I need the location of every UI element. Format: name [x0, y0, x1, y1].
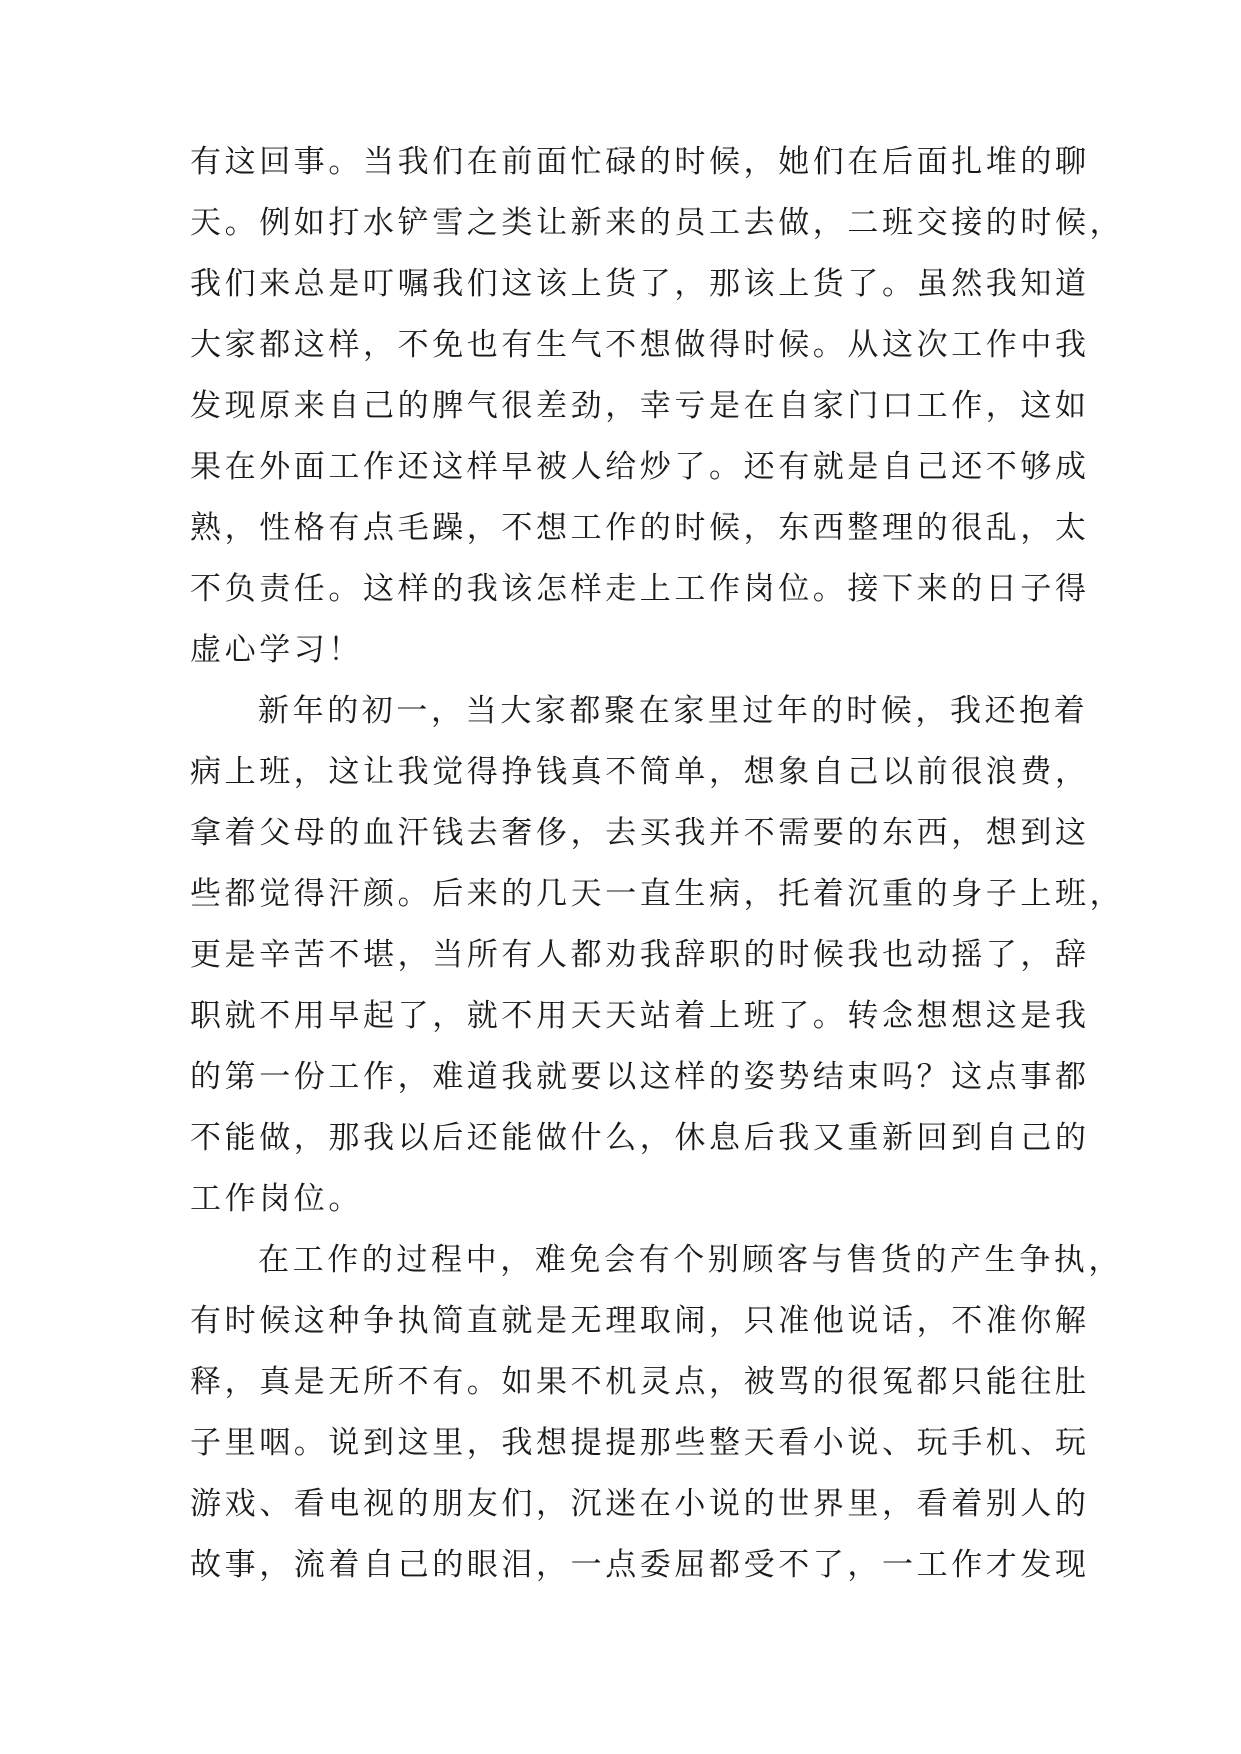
text-line: 释，真是无所不有。如果不机灵点，被骂的很冤都只能往肚 — [190, 1364, 1090, 1400]
text-line: 工作岗位。 — [190, 1181, 363, 1217]
text-line: 子里咽。说到这里，我想提提那些整天看小说、玩手机、玩 — [190, 1425, 1090, 1461]
paragraph-start-line: 在工作的过程中，难免会有个别顾客与售货的产生争执， — [258, 1242, 1123, 1278]
text-line: 拿着父母的血汗钱去奢侈，去买我并不需要的东西，想到这 — [190, 815, 1090, 851]
text-line: 果在外面工作还这样早被人给炒了。还有就是自己还不够成 — [190, 449, 1090, 485]
text-line: 发现原来自己的脾气很差劲，幸亏是在自家门口工作，这如 — [190, 388, 1090, 424]
text-line: 有这回事。当我们在前面忙碌的时候，她们在后面扎堆的聊 — [190, 144, 1090, 180]
text-line: 不能做，那我以后还能做什么，休息后我又重新回到自己的 — [190, 1120, 1090, 1156]
text-line: 我们来总是叮嘱我们这该上货了，那该上货了。虽然我知道 — [190, 266, 1090, 302]
text-line: 游戏、看电视的朋友们，沉迷在小说的世界里，看着别人的 — [190, 1486, 1090, 1522]
text-line: 熟，性格有点毛躁，不想工作的时候，东西整理的很乱，太 — [190, 510, 1090, 546]
document-body — [190, 132, 1125, 1596]
text-line: 职就不用早起了，就不用天天站着上班了。转念想想这是我 — [190, 998, 1090, 1034]
text-line: 有时候这种争执简直就是无理取闹，只准他说话，不准你解 — [190, 1303, 1090, 1339]
text-line: 天。例如打水铲雪之类让新来的员工去做，二班交接的时候， — [190, 205, 1125, 241]
text-line: 故事，流着自己的眼泪，一点委屈都受不了，一工作才发现 — [190, 1547, 1090, 1583]
text-line: 不负责任。这样的我该怎样走上工作岗位。接下来的日子得 — [190, 571, 1090, 607]
paragraph-start-line: 新年的初一，当大家都聚在家里过年的时候，我还抱着 — [258, 693, 1089, 729]
text-line: 的第一份工作，难道我就要以这样的姿势结束吗？这点事都 — [190, 1059, 1090, 1095]
text-line: 更是辛苦不堪，当所有人都劝我辞职的时候我也动摇了，辞 — [190, 937, 1090, 973]
text-line: 病上班，这让我觉得挣钱真不简单，想象自己以前很浪费， — [190, 754, 1090, 790]
text-line: 些都觉得汗颜。后来的几天一直生病，托着沉重的身子上班， — [190, 876, 1125, 912]
text-line: 虚心学习！ — [190, 632, 363, 668]
text-line: 大家都这样，不免也有生气不想做得时候。从这次工作中我 — [190, 327, 1090, 363]
